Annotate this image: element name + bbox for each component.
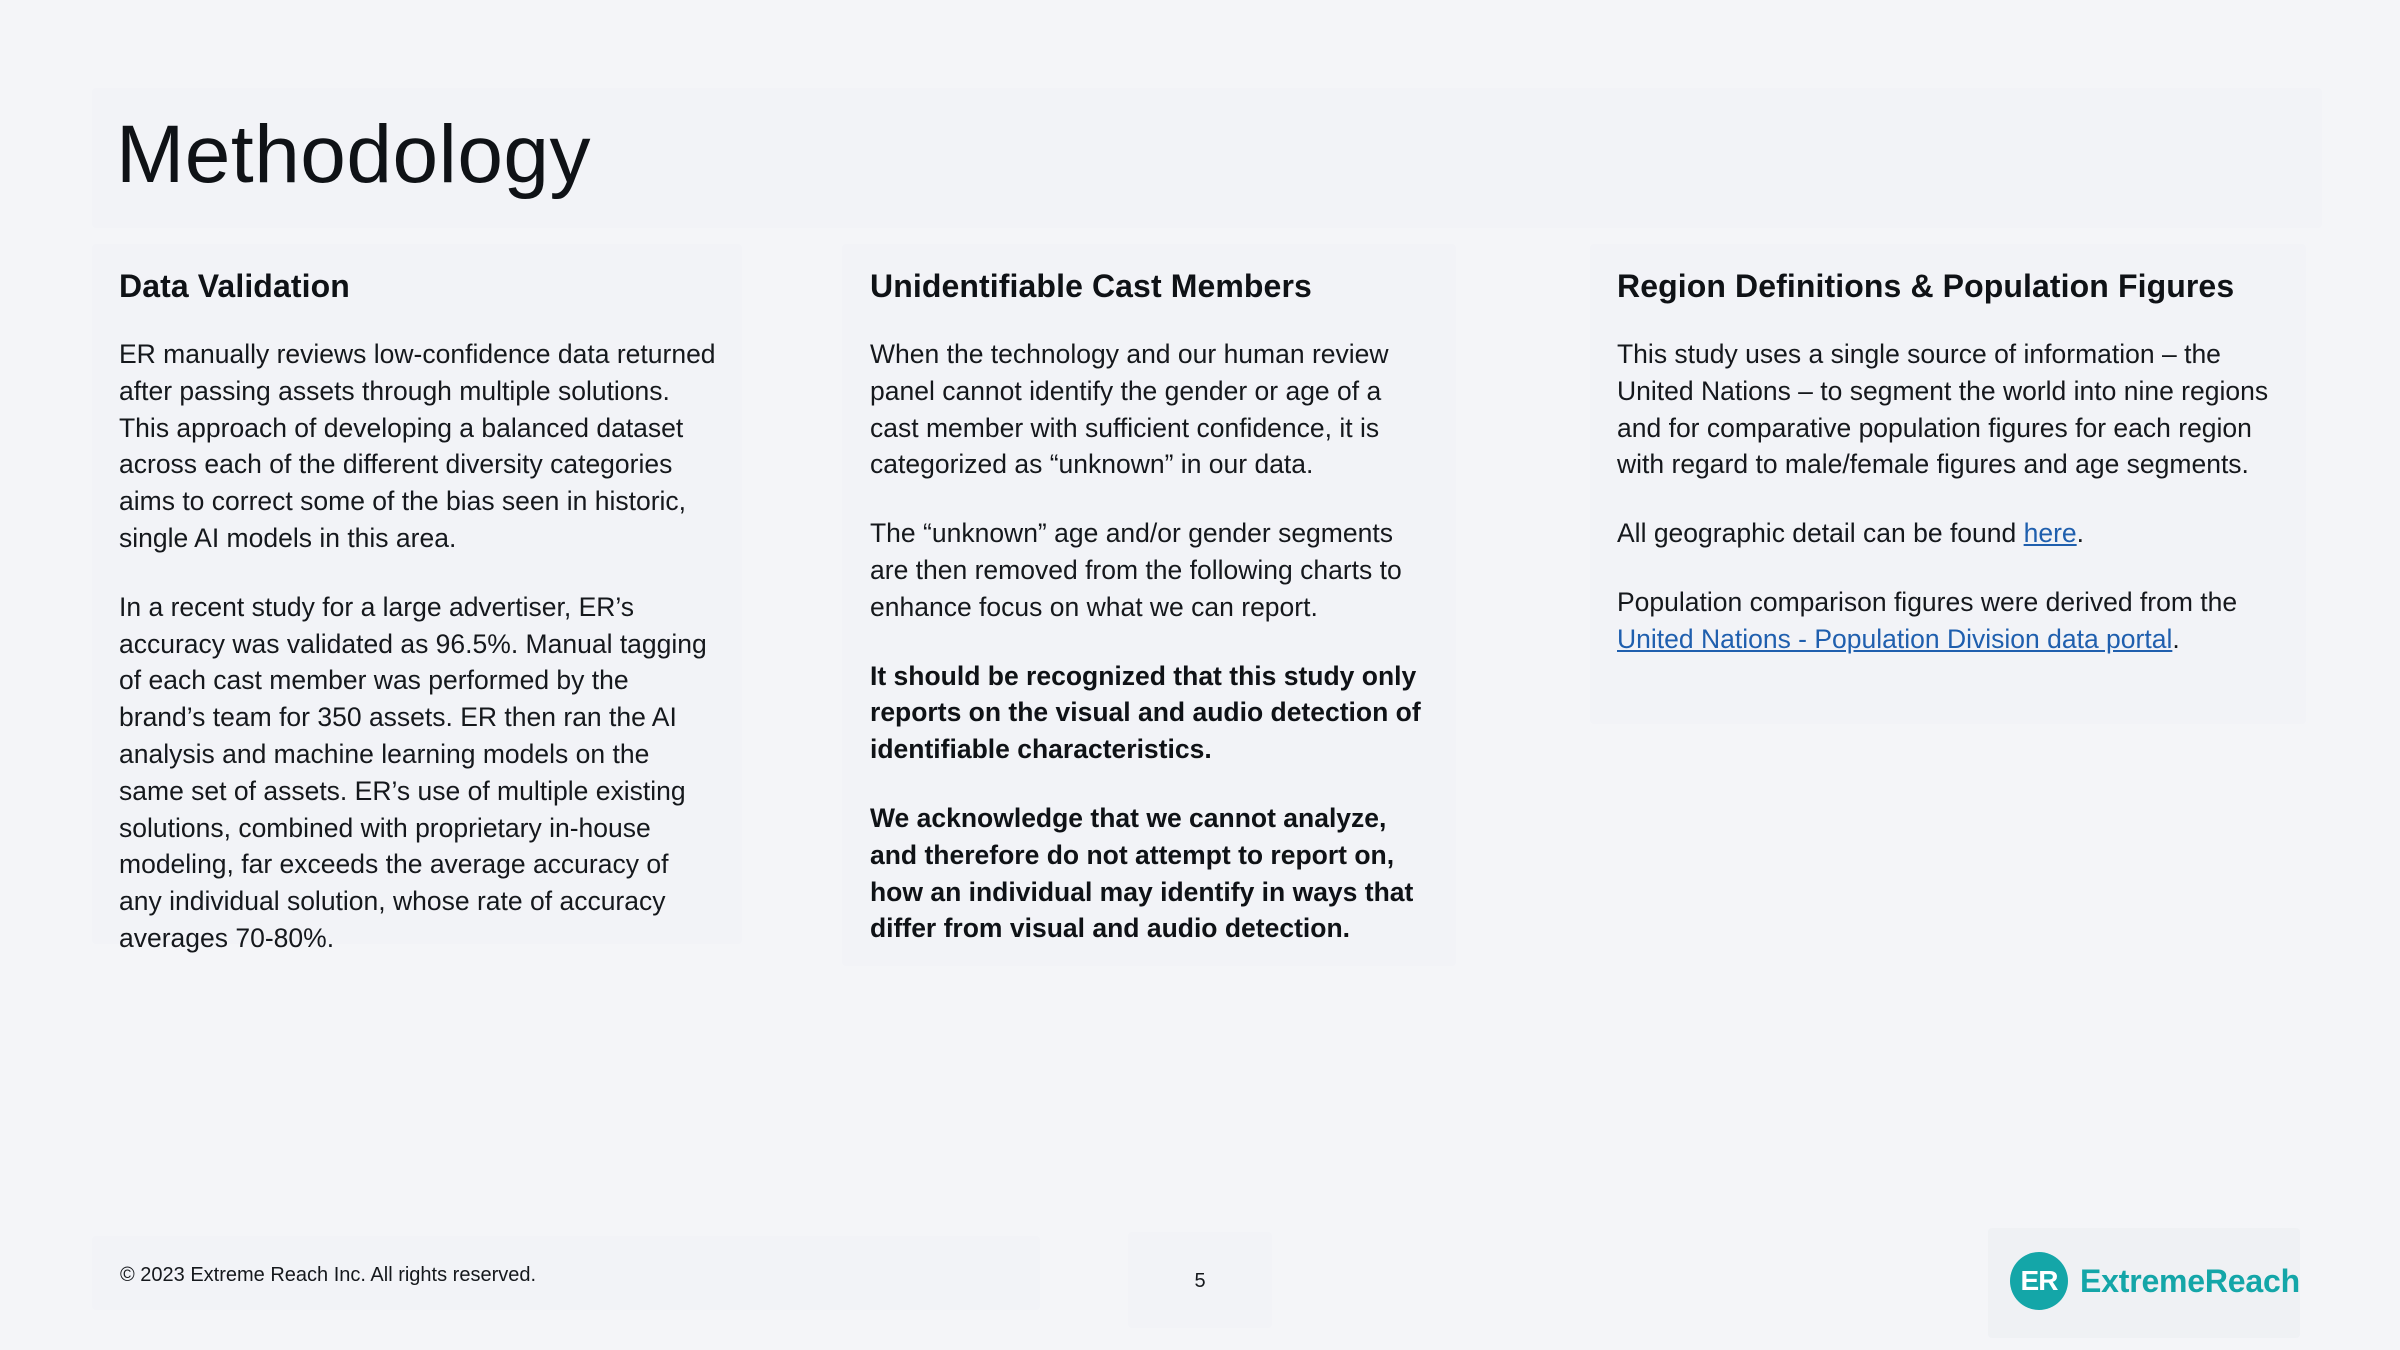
extreme-reach-logo xyxy=(2010,1252,2300,1310)
logo-wordmark: ExtremeReach xyxy=(2080,1262,2300,1299)
region-definitions-paragraph-2 xyxy=(1617,515,2282,552)
unidentifiable-cast-statement-1: It should be recognized that this study only reports on the visual and audio detection of identifiable characteristics. xyxy=(870,660,1421,765)
data-validation-section xyxy=(92,244,742,953)
region-definitions-paragraph-1: This study uses a single source of information – the United Nations – to segment the world into nine regions and for comparative population figures for each region with regard to male/female figures and age segments. xyxy=(1617,339,2269,480)
region-definitions-paragraph-3 xyxy=(1617,584,2282,658)
geographic-detail-end: . xyxy=(2076,518,2085,549)
copyright-notice: © 2023 Extreme Reach Inc. All rights reserved. xyxy=(120,1264,537,1286)
unidentifiable-cast-paragraph-2: The “unknown” age and/or gender segments are then removed from the following charts to enhance focus on what we can report. xyxy=(870,518,1402,622)
population-source-text: Population comparison figures were derived from the xyxy=(1617,586,2238,617)
geographic-detail-text: All geographic detail can be found xyxy=(1617,518,2024,549)
er-logo-icon: ER xyxy=(2010,1252,2068,1310)
region-definitions-heading: Region Definitions & Population Figures xyxy=(1617,268,2235,304)
page-number: 5 xyxy=(1194,1270,1206,1292)
data-validation-paragraph-2: In a recent study for a large advertiser, ER’s accuracy was validated as 96.5%. Manual tagging of each cast member was performed by the brand’s team for 350 assets. ER then ran the AI analysis and machine learning models on the same set of assets. ER’s use of multiple existing solutions, combined with proprietary in-house modeling, far exceeds the average accuracy of any individual solution, whose rate of accuracy averages 70-80%. xyxy=(119,591,707,953)
unidentifiable-cast-paragraph-1: When the technology and our human review panel cannot identify the gender or age of a cast member with sufficient confidence, it is categorized as “unknown” in our data. xyxy=(870,339,1389,480)
unidentifiable-cast-statement-2: We acknowledge that we cannot analyze, and therefore do not attempt to report on, how an individual may identify in ways that differ from visual and audio detection. xyxy=(870,802,1414,944)
page-title: Methodology xyxy=(116,109,592,200)
data-validation-paragraph-1: ER manually reviews low-confidence data returned after passing assets through multiple solutions. This approach of developing a balanced dataset across each of the different diversity categories aims to correct some of the bias seen in historic, single AI models in this area. xyxy=(119,339,716,553)
data-validation-heading: Data Validation xyxy=(119,268,350,304)
unidentifiable-cast-section xyxy=(842,244,1456,966)
region-definitions-section xyxy=(1590,244,2306,724)
geographic-detail-link[interactable]: here xyxy=(2023,518,2077,549)
population-source-end: . xyxy=(2172,623,2180,654)
un-data-portal-link[interactable]: United Nations - Population Division data portal xyxy=(1617,623,2173,654)
unidentifiable-cast-heading: Unidentifiable Cast Members xyxy=(870,268,1312,304)
